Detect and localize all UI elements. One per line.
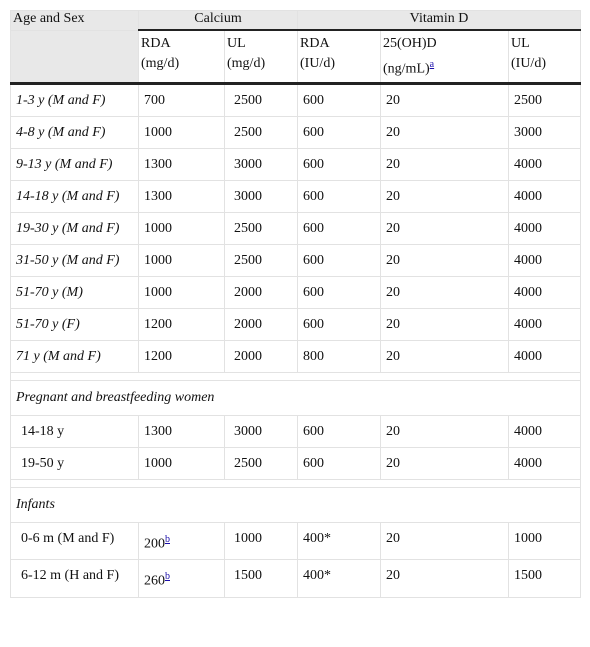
table-row: [11, 276, 581, 308]
spacer-row: [11, 372, 581, 380]
table-row: [11, 116, 581, 148]
vitd-25ohd-cell: 20: [381, 180, 509, 212]
vitd-25ohd-cell: 20: [381, 522, 509, 560]
calcium-rda-cell: 200$^b$: [139, 522, 225, 560]
vitd-rda-cell: 600: [298, 116, 381, 148]
section-row: [11, 487, 581, 522]
calcium-ul-cell: 3000: [225, 415, 298, 447]
vitd-rda-cell: 600: [298, 148, 381, 180]
vitd-ul-cell: 3000: [509, 116, 581, 148]
vitd-25ohd-cell: 20: [381, 244, 509, 276]
calcium-rda-cell: 1000: [139, 212, 225, 244]
vitd-rda-cell: 600: [298, 244, 381, 276]
age-cell: 19-50 y: [11, 447, 139, 479]
calcium-rda-cell: 1200: [139, 308, 225, 340]
calcium-ul-cell: 2500: [225, 83, 298, 116]
age-sex-header-cont: [11, 30, 139, 83]
table-body: [11, 83, 581, 597]
vitd-25ohd-header: 25(OH)D (ng/mL)$^a$: [381, 30, 509, 83]
table-row: [11, 415, 581, 447]
calcium-rda-cell: 1300: [139, 148, 225, 180]
spacer-row: [11, 479, 581, 487]
calcium-rda-cell: 1000: [139, 276, 225, 308]
vitd-25ohd-cell: 20: [381, 560, 509, 598]
vitd-rda-cell: 600: [298, 447, 381, 479]
table-row: [11, 83, 581, 116]
vitd-ul-cell: 1500: [509, 560, 581, 598]
age-cell: 31-50 y (M and F): [11, 244, 139, 276]
vitd-ul-cell: 4000: [509, 276, 581, 308]
calcium-rda-cell: 1200: [139, 340, 225, 372]
vitd-ul-cell: 1000: [509, 522, 581, 560]
footnote-a-link[interactable]: a: [429, 59, 435, 70]
calcium-rda-cell: 260$^b$: [139, 560, 225, 598]
vitd-ul-header: UL (IU/d): [509, 30, 581, 83]
vitd-rda-header: RDA (IU/d): [298, 30, 381, 83]
calcium-ul-cell: 1500: [225, 560, 298, 598]
infants-section-title: Infants: [11, 487, 581, 522]
vitd-25ohd-cell: 20: [381, 116, 509, 148]
table-row: [11, 244, 581, 276]
age-cell: 1-3 y (M and F): [11, 83, 139, 116]
table-row: [11, 522, 581, 560]
calcium-ul-cell: 3000: [225, 180, 298, 212]
calcium-ul-cell: 2500: [225, 116, 298, 148]
vitd-rda-cell: 600: [298, 308, 381, 340]
calcium-rda-header: RDA (mg/d): [139, 30, 225, 83]
calcium-rda-cell: 700: [139, 83, 225, 116]
calcium-group-header: Calcium: [139, 11, 298, 31]
pregnant-section-title: Pregnant and breastfeeding women: [11, 380, 581, 415]
vitd-ul-cell: 4000: [509, 340, 581, 372]
table-row: [11, 447, 581, 479]
table-header: [11, 11, 581, 84]
age-cell: 19-30 y (M and F): [11, 212, 139, 244]
table-row: [11, 148, 581, 180]
age-cell: 71 y (M and F): [11, 340, 139, 372]
table-row: [11, 308, 581, 340]
table-row: [11, 560, 581, 598]
calcium-ul-cell: 1000: [225, 522, 298, 560]
section-row: [11, 380, 581, 415]
age-cell: 51-70 y (F): [11, 308, 139, 340]
vitd-ul-cell: 4000: [509, 308, 581, 340]
calcium-ul-cell: 3000: [225, 148, 298, 180]
vitd-25ohd-cell: 20: [381, 308, 509, 340]
vitd-rda-cell: 800: [298, 340, 381, 372]
vitd-rda-cell: 600: [298, 415, 381, 447]
vitd-ul-cell: 4000: [509, 180, 581, 212]
calcium-ul-header: UL (mg/d): [225, 30, 298, 83]
vitd-rda-cell: 600: [298, 180, 381, 212]
intake-table: [10, 10, 581, 598]
calcium-rda-cell: 1000: [139, 244, 225, 276]
table-row: [11, 180, 581, 212]
vitd-ul-cell: 4000: [509, 447, 581, 479]
vitd-ul-cell: 4000: [509, 415, 581, 447]
vitd-25ohd-cell: 20: [381, 148, 509, 180]
age-cell: 4-8 y (M and F): [11, 116, 139, 148]
vitd-rda-cell: 400*: [298, 522, 381, 560]
age-cell: 0-6 m (M and F): [11, 522, 139, 560]
calcium-rda-cell: 1000: [139, 116, 225, 148]
vitd-25ohd-cell: 20: [381, 83, 509, 116]
vitd-25ohd-cell: 20: [381, 212, 509, 244]
calcium-ul-cell: 2000: [225, 308, 298, 340]
vitamin-d-group-header: Vitamin D: [298, 11, 581, 31]
age-cell: 9-13 y (M and F): [11, 148, 139, 180]
vitd-ul-cell: 2500: [509, 83, 581, 116]
calcium-ul-cell: 2500: [225, 212, 298, 244]
age-sex-header: Age and Sex: [11, 11, 139, 31]
age-cell: 14-18 y: [11, 415, 139, 447]
age-cell: 51-70 y (M): [11, 276, 139, 308]
calcium-rda-cell: 1000: [139, 447, 225, 479]
vitd-25ohd-cell: 20: [381, 276, 509, 308]
vitd-rda-cell: 400*: [298, 560, 381, 598]
footnote-b-link[interactable]: b: [165, 571, 170, 583]
vitd-ul-cell: 4000: [509, 244, 581, 276]
calcium-ul-cell: 2500: [225, 244, 298, 276]
vitd-25ohd-cell: 20: [381, 340, 509, 372]
vitd-ul-cell: 4000: [509, 148, 581, 180]
vitd-rda-cell: 600: [298, 276, 381, 308]
calcium-rda-cell: 1300: [139, 415, 225, 447]
vitd-ul-cell: 4000: [509, 212, 581, 244]
table-row: [11, 340, 581, 372]
calcium-ul-cell: 2000: [225, 276, 298, 308]
vitd-25ohd-cell: 20: [381, 415, 509, 447]
age-cell: 6-12 m (H and F): [11, 560, 139, 598]
age-cell: 14-18 y (M and F): [11, 180, 139, 212]
calcium-ul-cell: 2500: [225, 447, 298, 479]
calcium-ul-cell: 2000: [225, 340, 298, 372]
vitd-rda-cell: 600: [298, 212, 381, 244]
vitd-25ohd-cell: 20: [381, 447, 509, 479]
footnote-b-link[interactable]: b: [165, 533, 170, 545]
calcium-rda-cell: 1300: [139, 180, 225, 212]
vitd-rda-cell: 600: [298, 83, 381, 116]
intake-table-container: [10, 10, 580, 598]
table-row: [11, 212, 581, 244]
